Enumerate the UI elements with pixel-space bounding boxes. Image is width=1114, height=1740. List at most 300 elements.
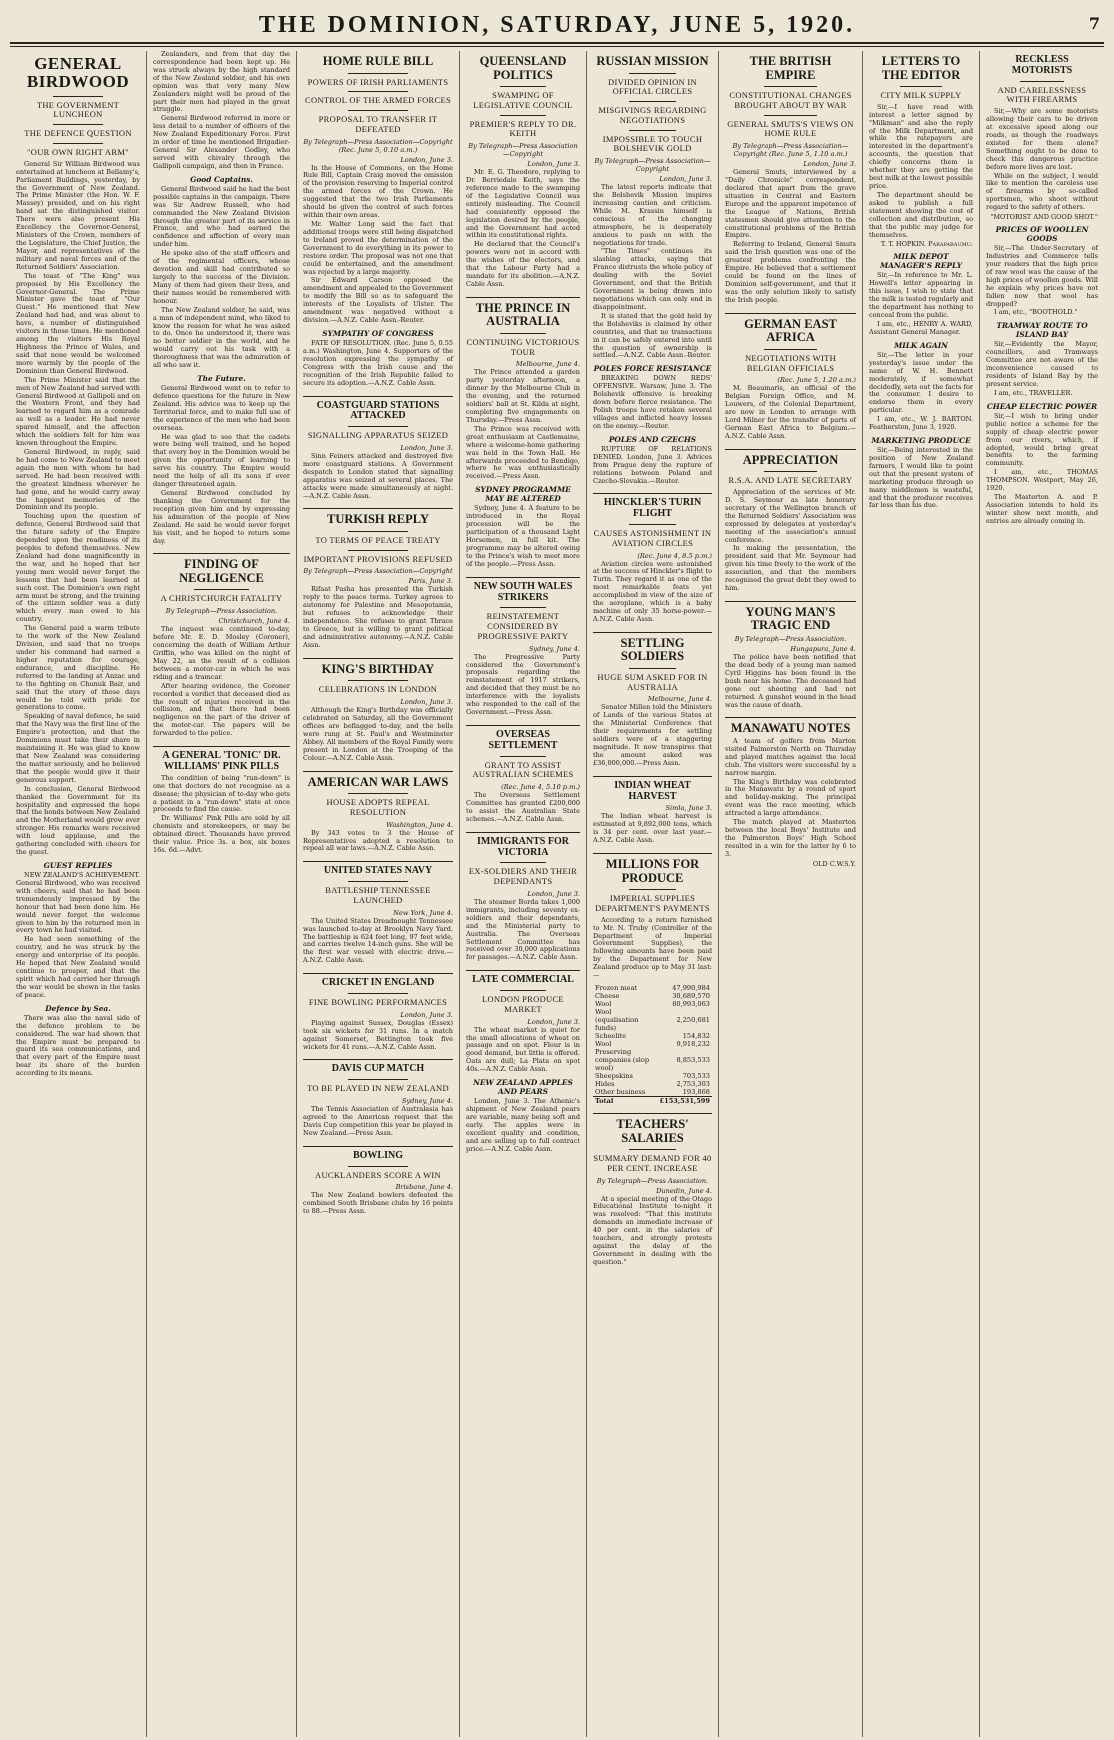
subheadline: CAUSES ASTONISHMENT IN AVIATION CIRCLES — [593, 528, 712, 548]
signature: T. T. HOPKIN. Paraparaumu. — [880, 240, 973, 249]
paragraph: There was also the naval side of the defence problem to be considered. The war had shown that the Empire must be prepared to guard its sea communications, and that every part of the Empire must bear its share of the burden according to its means. — [16, 1013, 140, 1078]
article-divider — [725, 313, 856, 314]
deck-rule — [348, 793, 408, 794]
paragraph: Sinn Feiners attacked and destroyed five more coastguard stations. A Government despatch to London stated that signalling apparatus was seized at several places. The attacks were made simultaneously at night.—A.N.Z. Cable Assn. — [303, 451, 453, 500]
article-divider — [303, 658, 453, 659]
paragraph: I am, etc., "BOOTHOLD." — [994, 308, 1078, 317]
paragraph: London, June 3. The Athenic's shipment of New Zealand pears are variable, many being soft and early. The apples were in excellent quality and condition, and are selling up to full contract price.—A.N.Z. Cable Assn. — [466, 1097, 580, 1153]
paragraph: I am, etc., HENRY A. WARD, Assistant General Manager. — [869, 319, 973, 336]
article-divider — [725, 601, 856, 602]
paragraph: "The Times" continues its slashing attacks, saying that France distrusts the whole policy of dealing with the Soviet Government, and that the British Government is being drawn into negotiations which can only end in disappointment. — [593, 247, 712, 311]
paragraph: The Prince was received with great enthusiasm at Castlemaine, where a welcome-home gathering was held in the Town Hall. He afterwards proceeded to Bendigo, where he was enthusiastically received.—Press Assn. — [466, 424, 580, 481]
subheadline: PREMIER'S REPLY TO DR. KEITH — [469, 118, 577, 139]
credit-line: By Telegraph—Press Association—Copyright (Rec. June 5, 0.10 a.m.) — [303, 137, 453, 154]
signature: "MOTORIST AND GOOD SHOT." — [990, 213, 1098, 222]
subheadline: THE DEFENCE QUESTION — [24, 128, 132, 139]
table-cell-amount: 9,918,232 — [676, 1040, 710, 1049]
subheadline: PROPOSAL TO TRANSFER IT DEFEATED — [318, 114, 438, 134]
section-subhead: TRAMWAY ROUTE TO ISLAND BAY — [996, 321, 1088, 340]
paragraph: In the House of Commons, on the Home Rule Bill, Captain Craig moved the omission of the provision reserving to Imperial control the armed forces of the Crown. He suggested that the two Irish Parliaments should be given the control of such forces within their own areas. — [303, 163, 453, 220]
article — [303, 771, 453, 854]
paragraph: The steamer Borda takes 1,000 immigrants, including seventy ex-soldiers and their dependants, and the Ministerial party to Australia. The Overseas Settlement Committee has received over 30,000 applications for passages.—A.N.Z. Cable Assn. — [466, 897, 580, 962]
article — [466, 832, 580, 963]
article — [153, 51, 290, 545]
article — [986, 55, 1098, 526]
headline: TURKISH REPLY — [327, 512, 429, 527]
dateline: Dunedin, June 4. — [656, 1186, 712, 1195]
deck-rule — [629, 73, 677, 74]
paragraph: Touching upon the question of defence, General Birdwood said that the future safety of the Empire depended upon the readiness of its peoples to defend themselves. New Zealand had done magnificently in the war, and he hoped that her young men would never forget the lessons that had been learned at such cost. The Dominion's own right arm must be strong, and the training of the citizen soldier was a duty which every man owed to his country. — [16, 512, 140, 624]
subheadline: A CHRISTCHURCH FATALITY — [160, 593, 283, 604]
dateline: Brisbane, June 4. — [395, 1183, 453, 1192]
deck-rule — [194, 589, 249, 590]
article — [593, 55, 712, 485]
subheadline: MISGIVINGS REGARDING NEGOTIATIONS — [598, 105, 707, 125]
credit-line: By Telegraph—Press Association—Copyright — [468, 142, 578, 159]
subheadline: EX-SOLDIERS AND THEIR DEPENDANTS — [468, 866, 578, 887]
paragraph: Sir Edward Carson opposed the amendment and appealed to the Government to modify the Bill so as to safeguard the interests of the Loyalists of Ulster. The amendment was negatived without a division.—A.N.Z. Cable Assn.-Reuter. — [303, 276, 453, 325]
subheadline: IMPOSSIBLE TO TOUCH BOLSHEVIK GOLD — [602, 133, 703, 154]
subheadline: DIVIDED OPINION IN OFFICIAL CIRCLES — [608, 76, 697, 97]
paragraph: Sydney, June 4. A feature to be introduced in the Royal procession will be the participation of a thousand Light Horsemen, in full kit. The programme may be altered owing to the Prince's wish to meet more of the people.—Press Assn. — [466, 504, 580, 568]
paragraph: The latest reports indicate that the Bolshevik Mission inspires increasing caution and criticism. While M. Krassin himself is conscious of the changing atmosphere, he is desperately anxious to push on with the negotiations for trade. — [593, 183, 712, 247]
section-subhead: MILK DEPOT MANAGER'S REPLY — [880, 252, 962, 271]
paragraph: Sir,—Why are some motorists allowing their cars to be driven at excessive speed along our roads, as though the roadways existed for them alone? Something ought to be done to check this dangerous practice before more lives are lost. — [986, 107, 1098, 171]
paragraph: Speaking of naval defence, he said that the Navy was the first line of the Empire's protection, and that the Dominions must take their share in maintaining it. He was glad to know that New Zealand was considering the matter seriously, and he believed that the people would give it their generous support. — [16, 712, 140, 784]
news-columns — [10, 51, 1104, 1737]
paragraph: The inquest was continued to-day, before Mr. E. D. Mosley (Coroner), concerning the death of William Arthur Griffin, who was killed on the night of May 22, as the result of a collision between a motor-car in which he was riding and a tramcar. — [153, 625, 290, 681]
deck-rule — [764, 115, 816, 116]
paragraph: The New Zealand bowlers defeated the combined South Brisbane clubs by 16 points to 88.—Press Assn. — [303, 1191, 453, 1216]
paragraph: He declared that the Council's powers were not in accord with the wishes of the electors, and that the Labour Party had a mandate for its abolition.—A.N.Z. Cable Assn. — [466, 240, 580, 288]
article — [16, 55, 140, 1078]
article — [593, 1113, 712, 1267]
dateline: (Rec. June 4, 8.5 p.m.) — [637, 551, 712, 560]
table-cell-amount: 193,868 — [682, 1088, 710, 1097]
paragraph: General Birdwood went on to refer to defence questions for the future in New Zealand. His advice was to keep up the Territorial force, and to make full use of the experience of the men who had been overseas. — [153, 384, 290, 432]
paragraph: The Prince attended a garden party yesterday afternoon, a dinner by the Melbourne Club in the evening, and the returned soldiers' ball at St. Kilda at night, completing five engagements on Thursday.—Press Assn. — [466, 368, 580, 424]
article-divider — [153, 553, 290, 554]
credit-line: By Telegraph—Press Association—Copyright — [594, 157, 711, 174]
section-subhead: Defence by Sea. — [45, 1003, 111, 1013]
article-divider — [593, 493, 712, 494]
section-subhead: POLES AND CZECHS — [608, 434, 697, 444]
paragraph: Playing against Sussex, Douglas (Essex) took six wickets for 31 runs. In a match against Somerset, Bettington took five wickets for 41 runs.—A.N.Z. Cable Assn. — [303, 1018, 453, 1051]
column-6 — [719, 51, 863, 1737]
table-cell-item: Hides — [595, 1080, 615, 1089]
column-2 — [147, 51, 297, 1737]
credit-line: By Telegraph—Press Association. — [734, 634, 847, 643]
column-8 — [980, 51, 1104, 1737]
dateline: (Rec. June 4, 5.10 p.m.) — [501, 783, 580, 792]
article — [593, 776, 712, 845]
paragraph: Sir,—Evidently the Mayor, councillors, and Tramways Committee are not aware of the inconvenience caused to residents of Island Bay by the present service. — [986, 340, 1098, 389]
article-divider — [303, 973, 453, 974]
deck-rule — [500, 990, 546, 991]
paragraph: The United States Dreadnought Tennessee was launched to-day at Brooklyn Navy Yard. The battleship is 624 feet long, 97 feet wide, and carries twelve 14-inch guns. She will be the first war vessel with electric drive.—A.N.Z. Cable Assn. — [303, 916, 453, 965]
subheadline: CONSTITUTIONAL CHANGES BROUGHT ABOUT BY WAR — [729, 90, 852, 110]
article-divider — [466, 832, 580, 833]
paragraph: Aviation circles were astonished at the success of Hinckler's flight to Turin. They regard it as one of the most remarkable feats yet accomplished in view of the size of the aeroplane, which is a baby machine of only 35 horse-power.—A.N.Z. Cable Assn. — [593, 559, 712, 624]
table-cell-amount: 30,689,570 — [672, 992, 710, 1001]
deck-rule — [500, 115, 546, 116]
paragraph: The Progressive Party considered the Government's proposals regarding the reinstatement of 1917 strikers, and decided that they must be no interference with the loyalists who responded to the call of the Government.—Press Assn. — [466, 652, 580, 717]
subheadline: CONTINUING VICTORIOUS TOUR — [466, 336, 580, 357]
credit-line: By Telegraph—Press Association. — [596, 1176, 709, 1185]
article-divider — [593, 776, 712, 777]
article — [725, 313, 856, 441]
deck-rule — [348, 993, 408, 994]
paragraph: General Birdwood said he had the best possible captains in the campaign. There was Sir Andrew Russell, who had commanded the New Zealand Division through the greater part of its service in France, and who had earned the confidence and affection of every man under him. — [153, 184, 290, 249]
paragraph: The Indian wheat harvest is estimated at 9,892,000 tons, which is 34 per cent. over last year.—A.N.Z. Cable Assn. — [593, 812, 712, 845]
dateline: London, June 3. — [527, 1017, 580, 1026]
headline: APPRECIATION — [742, 452, 839, 467]
dateline: London, June 3. — [527, 889, 580, 898]
table-cell-amount: 154,832 — [682, 1032, 710, 1041]
deck-rule — [348, 550, 408, 551]
headline: RUSSIAN MISSION — [596, 54, 709, 68]
paragraph: General Smuts, interviewed by a "Daily Chronicle" correspondent, declared that apart from the grave situation in Central and Eastern Europe and the apparent impotence of the League of Nations, British statesmen should give attention to the constitutional problems of the British Empire. — [725, 168, 856, 240]
paragraph: Senator Millen told the Ministers of Lands of the various States at the Ministerial Conference that their requirements for settling soldiers were of a staggering magnitude. It now transpires that the amount asked was £36,000,000.—Press Assn. — [593, 703, 712, 767]
subheadline: AND CARELESSNESS WITH FIREARMS — [997, 84, 1087, 105]
paragraph: I am, etc., W. J. BARTON. Featherston, June 3, 1920. — [869, 415, 973, 432]
headline: RECKLESS MOTORISTS — [1011, 54, 1073, 76]
deck-rule — [53, 143, 103, 144]
signature: OLD C.W.S.Y. — [812, 859, 856, 868]
article-divider — [303, 396, 453, 397]
article — [303, 1059, 453, 1137]
page-number: 7 — [1088, 14, 1100, 33]
credit-line: By Telegraph—Press Association—Copyright (Rec. June 5, 1.10 a.m.) — [732, 142, 849, 159]
paragraph: The police have been notified that the dead body of a young man named Cyril Higgins has been found in the bush near his home. The deceased had gone out shooting and had not returned. A gunshot wound in the head was the cause of death. — [725, 652, 856, 709]
subheadline: SIGNALLING APPARATUS SEIZED — [307, 430, 449, 441]
dateline: London, June 3. — [400, 698, 453, 707]
section-subhead: MILK AGAIN — [894, 340, 948, 350]
column-3 — [297, 51, 460, 1737]
dateline: London, June 3. — [527, 160, 580, 169]
headline: NEW SOUTH WALES STRIKERS — [473, 580, 573, 603]
section-subhead: POLES FORCE RESISTANCE — [593, 364, 712, 374]
headline: TEACHERS' SALARIES — [616, 1117, 689, 1145]
column-5 — [587, 51, 719, 1737]
paragraph: Although the King's Birthday was officially celebrated on Saturday, all the Government offices are beflagged to-day, and the bells were rung at St. Paul's and Westminster Abbey. All members of the Royal Family were present in London at the Trooping of the Colour.—A.N.Z. Cable Assn. — [303, 706, 453, 762]
article — [466, 55, 580, 289]
table-cell-amount: 2,250,681 — [676, 1016, 710, 1025]
article — [303, 1146, 453, 1216]
paragraph: He had seen something of the country, and he was struck by the energy and enterprise of its people. He hoped that New Zealand would continue to prosper, and that the spirit which had carried her through the war would be shown in the tasks of peace. — [16, 935, 140, 999]
deck-rule — [348, 531, 408, 532]
dateline: Melbourne, June 4. — [515, 360, 580, 369]
headline: GERMAN EAST AFRICA — [744, 316, 837, 345]
paragraph: The General paid a warm tribute to the work of the New Zealand Division, and said that no troops under his command had earned a higher reputation for courage, endurance, and discipline. He referred to the landing at Anzac and to the fighting on Chunuk Bair, and said that the story of those days would be told with pride for generations to come. — [16, 624, 140, 712]
credit-line: By Telegraph—Press Association. — [165, 607, 278, 616]
article-divider — [593, 1113, 712, 1114]
dateline: London, June 3. — [400, 443, 453, 452]
paragraph: In making the presentation, the president said that Mr. Seymour had given his time freely to the work of the association, and that the members recognised the great debt they owed to him. — [725, 544, 856, 593]
produce-table — [593, 984, 712, 1105]
subheadline: CELEBRATIONS IN LONDON — [318, 684, 438, 695]
table-row — [593, 1080, 712, 1088]
subheadline: IMPERIAL SUPPLIES DEPARTMENT'S PAYMENTS — [595, 893, 710, 913]
subheadline: REINSTATEMENT CONSIDERED BY PROGRESSIVE PARTY — [477, 611, 569, 641]
paragraph: Zealanders, and from that day the correspondence had been kept up. He was struck always by the high standard of the New Zealand soldier, and his own opinion was that very many New Zealanders might well be proud of the part their men had played in the great struggle. — [153, 51, 290, 114]
dateline: London, June 3. — [803, 160, 856, 169]
article — [303, 973, 453, 1051]
section-subhead: SYDNEY PROGRAMME MAY BE ALTERED — [475, 485, 571, 504]
paragraph: RUPTURE OF RELATIONS DENIED. London, June 3. Advices from Prague deny the rupture of relations between Poland and Czecho-Slovakia.—Reuter. — [593, 444, 712, 485]
subheadline: LONDON PRODUCE MARKET — [482, 994, 564, 1014]
paragraph: The match played at Masterton between the local Boys' Institute and the Palmerston Boys' High School resulted in a win for the latter by 6 to 3. — [725, 818, 856, 858]
table-cell-item: Cheese — [595, 992, 620, 1001]
subheadline: THE GOVERNMENT LUNCHEON — [36, 99, 120, 120]
article-divider — [725, 717, 856, 718]
paragraph: NEW ZEALAND'S ACHIEVEMENT. General Birdwood, who was received with cheers, said that he had been tremendously impressed by the honour that had been done him. He would never forget the welcome given to him by the returned men in every town he had visited. — [16, 870, 140, 935]
article — [593, 632, 712, 768]
table-cell-amount: £153,531,599 — [659, 1097, 710, 1106]
headline: CRICKET IN ENGLAND — [321, 977, 435, 989]
subheadline: CITY MILK SUPPLY — [880, 90, 962, 100]
paragraph: General Birdwood, in reply, said he had come to New Zealand to meet again the men with whom he had served. He had been received with the greatest kindness wherever he had gone, and he would carry away the happiest memories of the Dominion and its people. — [16, 447, 140, 512]
dateline: Simla, June 3. — [665, 804, 712, 813]
dateline: Melbourne, June 4. — [647, 695, 712, 704]
paragraph: At a special meeting of the Otago Educational Institute to-night it was resolved: "That this institute demands an immediate increase of 40 per cent. in the salaries of teachers, and strongly protests against the delay of the Government in dealing with the question." — [593, 1194, 712, 1266]
table-row — [593, 1040, 712, 1048]
paragraph: Sir,—I wish to bring under public notice a scheme for the supply of cheap electric power from our rivers, which, if adopted, would bring great benefits to the farming community. — [986, 411, 1098, 468]
paragraph: He was glad to see that the cadets were being well trained, and he hoped that every boy in the Dominion would be given the opportunity of learning to serve his country. The Empire would need the help of all its sons if ever danger threatened again. — [153, 432, 290, 489]
headline: SETTLING SOLDIERS — [620, 635, 685, 664]
article-divider — [303, 508, 453, 509]
article-divider — [153, 746, 290, 747]
article — [593, 853, 712, 1105]
table-cell-amount: 703,533 — [682, 1072, 710, 1081]
subheadline: GRANT TO ASSIST AUSTRALIAN SCHEMES — [472, 759, 574, 780]
paragraph: In conclusion, General Birdwood thanked the Government for its hospitality and expressed the hope that the bonds between New Zealand and the Motherland would grow ever stronger. His remarks were received with loud applause, and the gathering concluded with cheers for the guest. — [16, 784, 140, 857]
article-divider — [725, 449, 856, 450]
paragraph: General Birdwood referred in more or less detail to a number of officers of the New Zealand Expeditionary Force. First in order of time he mentioned Brigadier-General Sir Alexander Godley, who served with chivalry through the Gallipoli campaign, and then in France. — [153, 114, 290, 170]
article-divider — [593, 853, 712, 854]
table-cell-item: Wool — [595, 1000, 612, 1009]
paragraph: Sir,—In reference to Mr. L. Howell's letter appearing in this issue, I wish to state that the milk is tested regularly and the department has nothing to conceal from the public. — [869, 271, 973, 320]
paragraph: The King's Birthday was celebrated in the Manawatu by a round of sport and holiday-making. The principal event was the race meeting, which attracted a large attendance. — [725, 777, 856, 818]
deck-rule — [629, 101, 677, 102]
subheadline: AUCKLANDERS SCORE A WIN — [315, 1169, 441, 1180]
headline: HOME RULE BILL — [322, 54, 434, 68]
table-row — [593, 1008, 712, 1032]
paragraph: The condition of being "run-down" is one that doctors do not recognise as a disease; the physician of to-day who gets a patient in a "run-down" state at once proceeds to find the cause. — [153, 773, 290, 814]
article — [153, 746, 290, 855]
paragraph: He spoke also of the staff officers and of the regimental officers, whose devotion and skill had contributed so largely to the success of the Division. Many of them had given their lives, and their names would be remembered with honour. — [153, 249, 290, 305]
paragraph: After hearing evidence, the Coroner recorded a verdict that deceased died as the result of injuries received in the collision, and that there had been negligence on the part of the driver of the motor-car. The papers will be forwarded to the police. — [153, 681, 290, 738]
headline: QUEENSLAND POLITICS — [479, 54, 567, 82]
deck-rule — [348, 110, 408, 111]
paragraph: General Birdwood concluded by thanking the Government for the reception given him and by expressing his admiration of the people of New Zealand. He said he would never forget his visit, and he hoped to return some day. — [153, 489, 290, 545]
deck-rule — [348, 881, 408, 882]
deck-rule — [764, 471, 816, 472]
headline: BOWLING — [352, 1149, 403, 1161]
deck-rule — [500, 86, 546, 87]
dateline: Paris, June 3. — [408, 577, 453, 586]
subheadline: POWERS OF IRISH PARLIAMENTS — [307, 76, 449, 87]
masthead-rule — [10, 46, 1104, 47]
table-cell-item: Total — [593, 1097, 658, 1106]
dateline: London, June 3. — [400, 1010, 453, 1019]
paragraph: Sir,—Being interested in the position of New Zealand farmers, I would like to point out that the present system of marketing produce through so many middlemen is wasteful, and that the producer receives far less than his due. — [869, 446, 973, 510]
paragraph: BREAKING DOWN REDS' OFFENSIVE. Warsaw, June 3. The Bolshevik offensive is breaking down before fierce resistance. The Polish troops have retaken several villages and inflicted heavy losses on the enemy.—Reuter. — [593, 374, 712, 430]
headline: DAVIS CUP MATCH — [331, 1063, 425, 1075]
paragraph: By 343 votes to 3 the House of Representatives adopted a resolution to repeal all war laws.—A.N.Z. Cable Assn. — [303, 828, 453, 853]
table-cell-amount: 2,753,303 — [676, 1080, 710, 1089]
table-cell-amount: 47,990,984 — [672, 984, 710, 993]
article — [466, 297, 580, 569]
deck-rule — [500, 756, 546, 757]
paragraph: I am, etc., THOMAS THOMPSON. Westport, May 26, 1920. — [986, 468, 1098, 493]
dateline: Sydney, June 4. — [528, 644, 580, 653]
dateline: Washington, June 4. — [386, 820, 453, 829]
headline: HINCKLER'S TURIN FLIGHT — [603, 497, 702, 520]
deck-rule — [348, 73, 408, 74]
article-divider — [303, 861, 453, 862]
section-subhead: GUEST REPLIES — [43, 860, 113, 870]
paragraph: Referring to Ireland, General Smuts said the Irish question was one of the greatest problems confronting the Empire. He believed that a settlement could be found on the lines of Dominion self-government, and that it was the only solution likely to satisfy the Irish people. — [725, 240, 856, 304]
deck-rule — [53, 96, 103, 97]
table-cell-amount: 80,993,063 — [672, 1000, 710, 1009]
article-divider — [303, 1146, 453, 1147]
credit-line: By Telegraph—Press Association—Copyright — [303, 567, 453, 576]
paragraph: The Masterton A. and P. Association intends to hold its winter show next month, and entries are already coming in. — [986, 493, 1098, 525]
article — [303, 508, 453, 649]
paragraph: The toast of "The King" was proposed by His Excellency the Governor-General. The Prime Minister gave the toast of "Our Guest." He mentioned that New Zealand had had, and was about to have, a number of distinguished visitors in those times. He mentioned among the visitors His Royal Highness the Prince of Wales, and said that none would be welcomed more warmly by the people of the Dominion than General Birdwood. — [16, 271, 140, 375]
article — [869, 55, 973, 510]
article — [303, 861, 453, 965]
table-cell-item: Scheelite — [595, 1032, 627, 1041]
table-cell-item: Frozen meat — [595, 984, 638, 993]
article — [466, 725, 580, 824]
table-row — [593, 984, 712, 992]
table-row — [593, 1088, 712, 1097]
table-total-row — [593, 1097, 712, 1106]
subheadline: R.S.A. AND LATE SECRETARY — [728, 475, 853, 486]
deck-rule — [500, 333, 546, 334]
headline: LETTERS TO THE EDITOR — [881, 54, 961, 82]
section-subhead: Good Captains. — [190, 174, 253, 184]
paragraph: Appreciation of the services of Mr. D. S. Seymour as late honorary secretary of the Wellington branch of the Returned Soldiers' Association was expressed by delegates at yesterday's meeting of the association's annual conference. — [725, 487, 856, 544]
article-divider — [466, 297, 580, 298]
headline: IMMIGRANTS FOR VICTORIA — [477, 835, 569, 858]
paragraph: FATE OF RESOLUTION. (Rec. June 5, 0.55 a.m.) Washington, June 4. Supporters of the resolution expressing the sympathy of Congress with the Irish cause and the recognition of the Irish Republic failed to secure its adoption.—A.N.Z. Cable Assn. — [303, 339, 453, 387]
subheadline: BATTLESHIP TENNESSEE LAUNCHED — [325, 885, 431, 905]
article — [466, 577, 580, 717]
paragraph: General Sir William Birdwood was entertained at luncheon at Bellamy's, Parliament Buildings, yesterday, by the Government of New Zealand. The Prime Minister (the Hon. W. F. Massey) presided, and on his right hand sat the distinguished visitor. There were also present His Excellency the Governor-General, Ministers of the Crown, members of the Legislature, the Chief Justice, the Mayor, and representatives of the military and naval forces and of the Returned Soldiers' Association. — [16, 159, 140, 271]
table-cell-item: Wool (equalisation funds) — [595, 1008, 639, 1033]
table-row — [593, 1032, 712, 1040]
headline: UNITED STATES NAVY — [323, 865, 433, 877]
deck-rule — [500, 607, 546, 608]
table-row — [593, 1000, 712, 1008]
deck-rule — [764, 349, 816, 350]
paragraph: Dr. Williams' Pink Pills are sold by all chemists and storekeepers, or may be obtained direct. Thousands have proved their value. Price 3s. a box, six boxes 16s. 6d.—Advt. — [153, 814, 290, 855]
paragraph: Mr. E. G. Theodore, replying to Dr. Berriedale Keith, says the reference made to the swamping of the Legislative Council was entirely misleading. The Council had consistently opposed the legislation desired by the people, and the Government had acted within its constitutional rights. — [466, 168, 580, 240]
section-subhead: PRICES OF WOOLLEN GOODS — [995, 225, 1089, 244]
article — [466, 970, 580, 1153]
subheadline: "OUR OWN RIGHT ARM" — [27, 147, 129, 158]
section-subhead: NEW ZEALAND APPLES AND PEARS — [473, 1078, 573, 1097]
column-7 — [863, 51, 980, 1737]
headline: INDIAN WHEAT HARVEST — [614, 779, 691, 802]
subheadline: IMPORTANT PROVISIONS REFUSED — [303, 553, 453, 564]
paragraph: Sir,—The Under-Secretary of Industries and Commerce tells your readers that the high price of raw wool was the cause of the high prices of woollen goods. Will he explain why prices have not fallen now that wool has dropped? — [986, 244, 1098, 308]
paragraph: The New Zealand soldier, he said, was a man of independent mind, who liked to know the reason for what he was asked to do. Once he understood it, there was no better soldier in the world, and he would carry out his task with a thoroughness that was the admiration of all who saw it. — [153, 305, 290, 370]
deck-rule — [900, 86, 942, 87]
headline: GENERAL BIRDWOOD — [26, 54, 130, 92]
deck-rule — [348, 426, 408, 427]
subheadline: GENERAL SMUTS'S VIEWS ON HOME RULE — [727, 118, 854, 139]
section-subhead: CHEAP ELECTRIC POWER — [986, 401, 1098, 411]
article-divider — [593, 632, 712, 633]
article — [725, 601, 856, 709]
paragraph: Sir,—The letter in your yesterday's issue under the name of W. H. Bennett moderately, if somewhat decidedly, sets out the facts for the consumer. I desire to endorse them in every particular. — [869, 350, 973, 415]
subheadline: NEGOTIATIONS WITH BELGIAN OFFICIALS — [744, 352, 837, 373]
headline: MILLIONS FOR PRODUCE — [605, 857, 700, 885]
headline: MANAWATU NOTES — [730, 721, 851, 736]
article — [593, 493, 712, 624]
section-subhead: MARKETING PRODUCE — [871, 436, 971, 446]
deck-rule — [53, 124, 103, 125]
deck-rule — [629, 889, 677, 890]
headline: COASTGUARD STATIONS ATTACKED — [316, 399, 440, 422]
dateline: (Rec. June 5, 1.20 a.m.) — [777, 376, 856, 385]
masthead-title: THE DOMINION, SATURDAY, JUNE 5, 1920. — [258, 11, 856, 38]
headline: LATE COMMERCIAL — [472, 974, 574, 986]
article — [153, 553, 290, 738]
masthead — [10, 8, 1104, 44]
article — [303, 55, 453, 388]
subheadline: FINE BOWLING PERFORMANCES — [308, 997, 448, 1007]
table-row — [593, 1072, 712, 1080]
deck-rule — [348, 680, 408, 681]
article-divider — [466, 970, 580, 971]
section-subhead: The Future. — [197, 374, 246, 384]
paragraph: The Tennis Association of Australasia has agreed to the American request that the Davis Cup competition this year be played in New Zealand.—Press Assn. — [303, 1105, 453, 1137]
dateline: New York, June 4. — [393, 908, 453, 917]
article-divider — [466, 725, 580, 726]
column-4 — [460, 51, 587, 1737]
paragraph: A team of golfers from Marton visited Palmerston North on Thursday and played matches against the local club. The visitors were successful by a narrow margin. — [725, 736, 856, 777]
paragraph: Rifaat Pasha has presented the Turkish reply to the peace terms. Turkey agrees to autonomy for Palestine and Mesopotamia, but refuses to acknowledge their independence. She refuses to grant Thrace to Greece, but is willing to grant political and administrative autonomy.—A.N.Z. Cable Assn. — [303, 585, 453, 649]
table-cell-item: Wool — [595, 1040, 612, 1049]
subheadline: SUMMARY DEMAND FOR 40 PER CENT. INCREASE — [593, 1153, 712, 1173]
paragraph: Mr. Walter Long said the fact that additional troops were still being dispatched to Ireland proved the determination of the Government to do everything in its power to restore order. The proposal was not one that could be entertained, and the amendment was rejected by a large majority. — [303, 220, 453, 276]
paragraph: The wheat market is quiet for the small allocations of wheat on passage and on spot. Flour is in good demand, but little is offered. Oats are dull; La Plata on spot 40s.—A.N.Z. Cable Assn. — [466, 1025, 580, 1074]
article — [725, 55, 856, 305]
table-row — [593, 1048, 712, 1072]
deck-rule — [764, 86, 816, 87]
paragraph: The Prime Minister said that the men of New Zealand had served with General Birdwood at Gallipoli and on the Western Front, and they had learned to regard him as a comrade as well as a leader. He had never spared himself, and the affection which the soldiers felt for him was known throughout the Empire. — [16, 375, 140, 448]
deck-rule — [1020, 81, 1065, 82]
subheadline: CONTROL OF THE ARMED FORCES — [304, 95, 451, 106]
subheadline: SWAMPING OF LEGISLATIVE COUNCIL — [473, 90, 573, 110]
headline: THE PRINCE IN AUSTRALIA — [475, 300, 571, 329]
section-subhead: SYMPATHY OF CONGRESS — [322, 329, 434, 338]
article — [303, 658, 453, 763]
dateline: Hungapura, June 4. — [790, 644, 856, 653]
article-divider — [303, 1059, 453, 1060]
paragraph: The department should be asked to publish a full statement showing the cost of collection and distribution, so that the public may judge for themselves. — [869, 190, 973, 239]
subheadline: HUGE SUM ASKED FOR IN AUSTRALIA — [597, 671, 708, 692]
headline: A GENERAL 'TONIC' DR. WILLIAMS' PINK PILLS — [162, 750, 281, 772]
dateline: Christchurch, June 4. — [218, 617, 290, 626]
article — [725, 717, 856, 867]
dateline: London, June 3. — [400, 155, 453, 164]
